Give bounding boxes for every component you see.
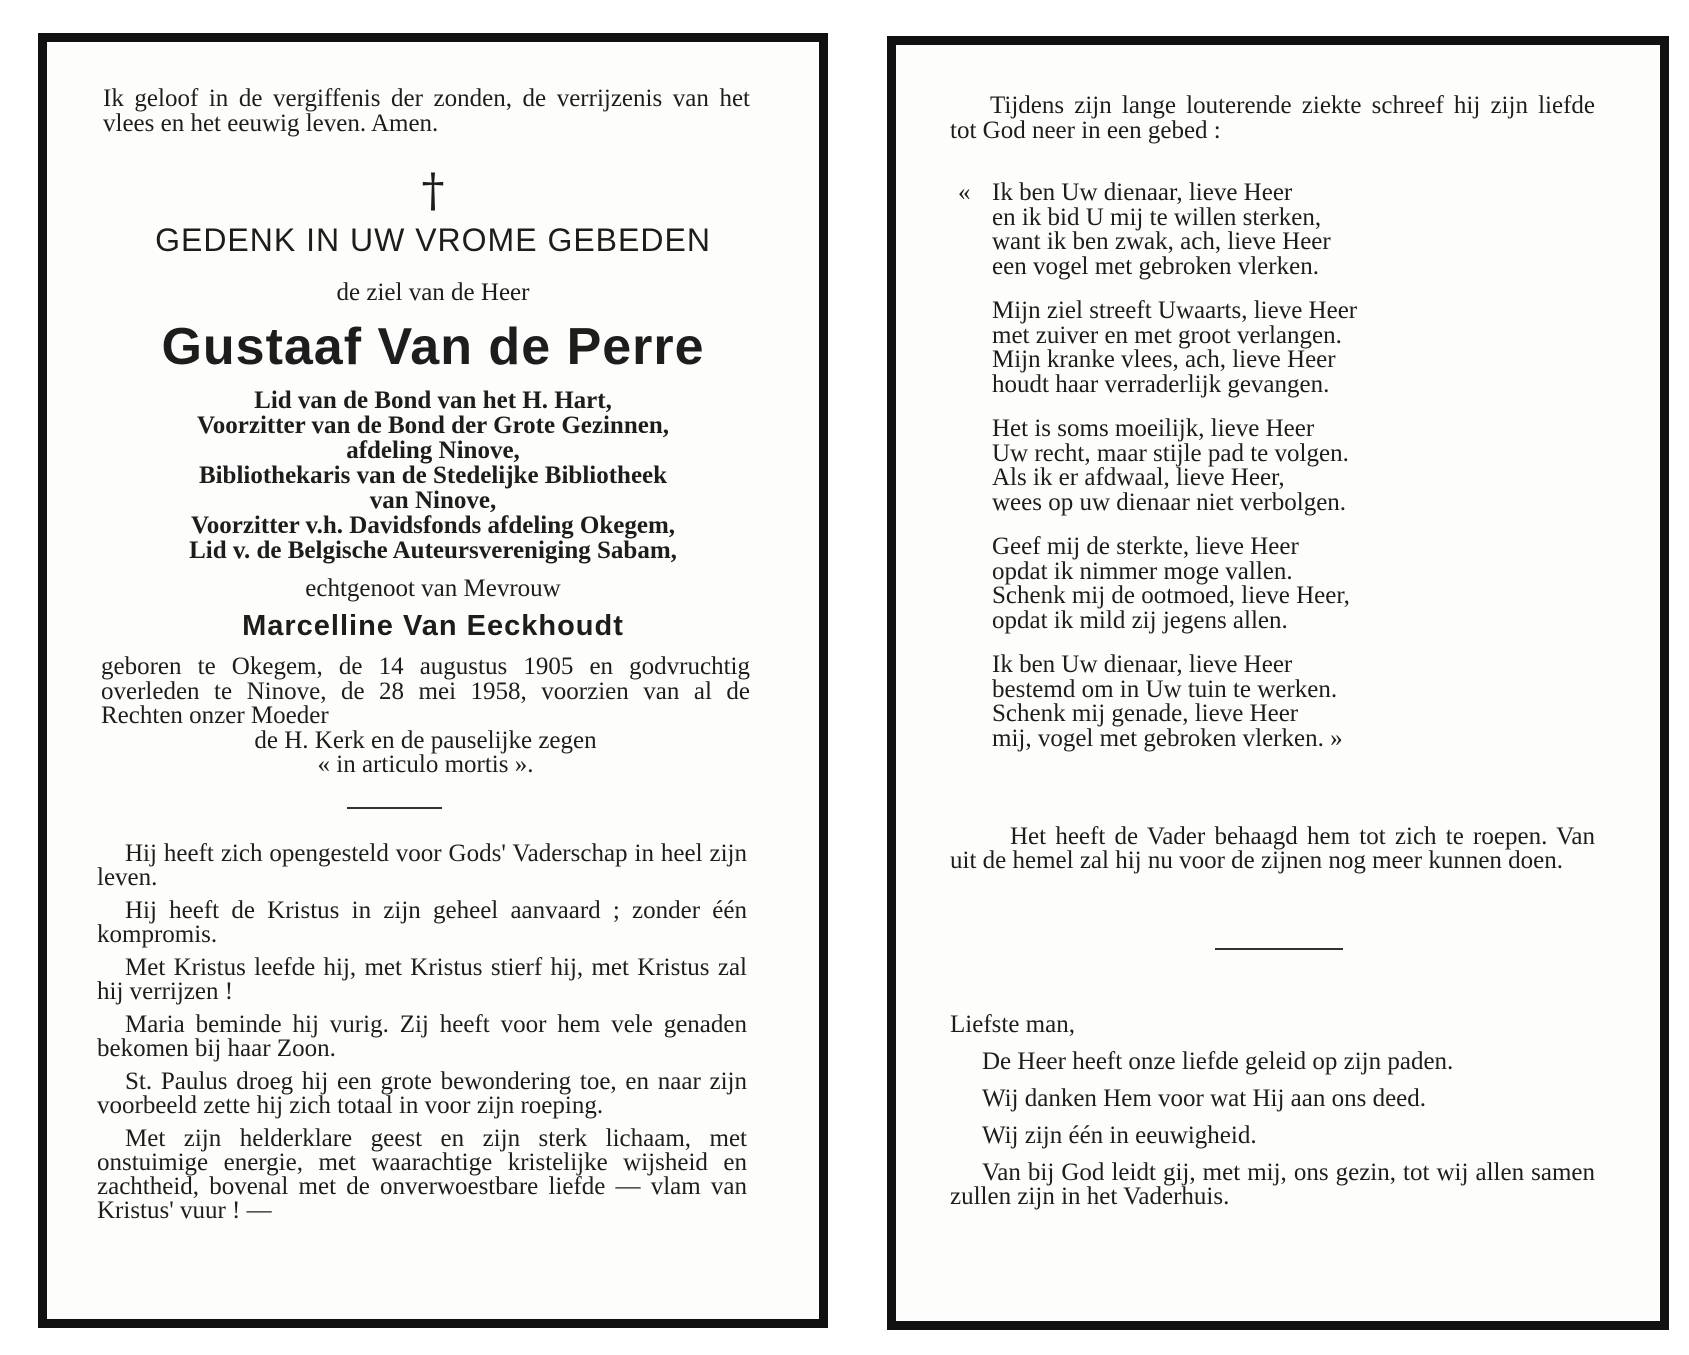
poem-stanza: [958, 179, 1576, 280]
poem-line: bestemd om in Uw tuin te werken.: [992, 675, 1338, 703]
letter-salutation: Liefste man,: [950, 1011, 1075, 1038]
poem-line: wees op uw dienaar niet verbolgen.: [992, 488, 1347, 516]
biography-paragraph: St. Paulus droeg hij een grote bewondering toe, en naar zijn voorbeeld zette hij zich totaal in voor zijn roeping.: [97, 1068, 747, 1119]
poem-line: Uw recht, maar stijle pad te volgen.: [992, 439, 1349, 467]
poem-line: Ik ben Uw dienaar, lieve Heer: [992, 179, 1293, 206]
cross-icon: †: [421, 163, 445, 217]
poem-line: een vogel met gebroken vlerken.: [992, 252, 1319, 280]
quote-mark: «: [958, 179, 971, 206]
poem-stanza: [992, 417, 1576, 515]
title-line: afdeling Ninove,: [346, 437, 520, 464]
title-line: Voorzitter van de Bond der Grote Gezinnen,: [197, 412, 669, 439]
poem-line: Het is soms moeilijk, lieve Heer: [992, 415, 1315, 442]
poem-line: Schenk mij de ootmoed, lieve Heer,: [992, 582, 1350, 609]
poem-line: Geef mij de sterkte, lieve Heer: [992, 533, 1299, 560]
birth-death-text: geboren te Okegem, de 14 augustus 1905 en godvruchtig overleden te Ninove, de 28 mei 1958, voorzien van al de Rechten onzer Moeder: [101, 653, 750, 729]
biography: [97, 842, 747, 1232]
poem-stanza: [992, 535, 1576, 633]
biography-paragraph: Hij heeft de Kristus in zijn geheel aanvaard ; zonder één kompromis.: [97, 897, 747, 948]
poem-line: opdat ik mild zij jegens allen.: [992, 606, 1288, 634]
poem-line: Als ik er afdwaal, lieve Heer,: [992, 464, 1285, 491]
poem-line: en ik bid U mij te willen sterken,: [992, 203, 1322, 231]
title-line: Lid v. de Belgische Auteursvereniging Sabam,: [189, 537, 677, 564]
prayer-poem: [956, 181, 1576, 771]
letter-paragraph: Van bij God leidt gij, met mij, ons gezin, tot wij allen samen zullen zijn in het Vaderhuis.: [950, 1159, 1595, 1210]
biography-paragraph: Hij heeft zich opengesteld voor Gods' Vaderschap in heel zijn leven.: [97, 840, 747, 891]
closing-paragraph: Het heeft de Vader behaagd hem tot zich te roepen. Van uit de hemel zal hij nu voor de zijnen nog meer kunnen doen.: [950, 823, 1595, 874]
divider: [347, 807, 442, 809]
title-line: Voorzitter v.h. Davidsfonds afdeling Okegem,: [190, 512, 676, 539]
poem-line: Ik ben Uw dienaar, lieve Heer: [992, 651, 1293, 678]
remembrance-heading: GEDENK IN UW VROME GEBEDEN: [155, 222, 711, 258]
soul-of-line: de ziel van de Heer: [336, 279, 530, 306]
poem-line: want ik ben zwak, ach, lieve Heer: [992, 228, 1331, 255]
poem-line: houdt haar verraderlijk gevangen.: [992, 370, 1330, 398]
divider: [1215, 948, 1343, 950]
right-card: [887, 36, 1669, 1330]
title-line: van Ninove,: [369, 487, 497, 514]
birth-death-center-line: de H. Kerk en de pauselijke zegen: [254, 726, 597, 754]
poem-stanza: [992, 299, 1576, 397]
biography-paragraph: Met Kristus leefde hij, met Kristus stierf hij, met Kristus zal hij verrijzen !: [97, 954, 747, 1005]
poem-stanza: [992, 653, 1576, 751]
poem-line: Schenk mij genade, lieve Heer: [992, 700, 1299, 727]
poem-line: opdat ik nimmer moge vallen.: [992, 557, 1293, 585]
left-card: [38, 33, 828, 1328]
title-line: Bibliothekaris van de Stedelijke Bibliotheek: [198, 462, 668, 489]
poem-line: met zuiver en met groot verlangen.: [992, 321, 1342, 349]
spouse-of-line: echtgenoot van Mevrouw: [305, 575, 561, 602]
poem-line: Mijn ziel streeft Uwaarts, lieve Heer: [992, 297, 1358, 324]
deceased-name: Gustaaf Van de Perre: [161, 318, 705, 376]
letter-paragraph: Wij danken Hem voor wat Hij aan ons deed.: [982, 1085, 1427, 1112]
birth-death-center-line: « in articulo mortis ».: [317, 751, 534, 778]
poem-line: Mijn kranke vlees, ach, lieve Heer: [992, 346, 1336, 373]
biography-paragraph: Met zijn helderklare geest en zijn sterk lichaam, met onstuimige energie, met waarachtige kristelijke wijsheid en zachtheid, bovenal met de onverwoestbare liefde — vlam van Kristus' vuur ! —: [97, 1125, 747, 1224]
prayer-intro: Tijdens zijn lange louterende ziekte schreef hij zijn liefde tot God neer in een gebed :: [950, 92, 1595, 144]
letter-paragraph: Wij zijn één in eeuwigheid.: [982, 1122, 1257, 1149]
title-line: Lid van de Bond van het H. Hart,: [254, 387, 612, 414]
birth-death-details: [101, 655, 750, 778]
letter-paragraph: De Heer heeft onze liefde geleid op zijn paden.: [982, 1048, 1454, 1075]
spouse-name: Marcelline Van Eeckhoudt: [242, 610, 624, 642]
poem-line: mij, vogel met gebroken vlerken. »: [992, 724, 1343, 752]
titles-list: [87, 388, 779, 563]
opening-creed: Ik geloof in de vergiffenis der zonden, de verrijzenis van het vlees en het eeuwig leven. Amen.: [103, 85, 750, 137]
biography-paragraph: Maria beminde hij vurig. Zij heeft voor hem vele genaden bekomen bij haar Zoon.: [97, 1011, 747, 1062]
farewell-letter: [950, 1013, 1595, 1222]
